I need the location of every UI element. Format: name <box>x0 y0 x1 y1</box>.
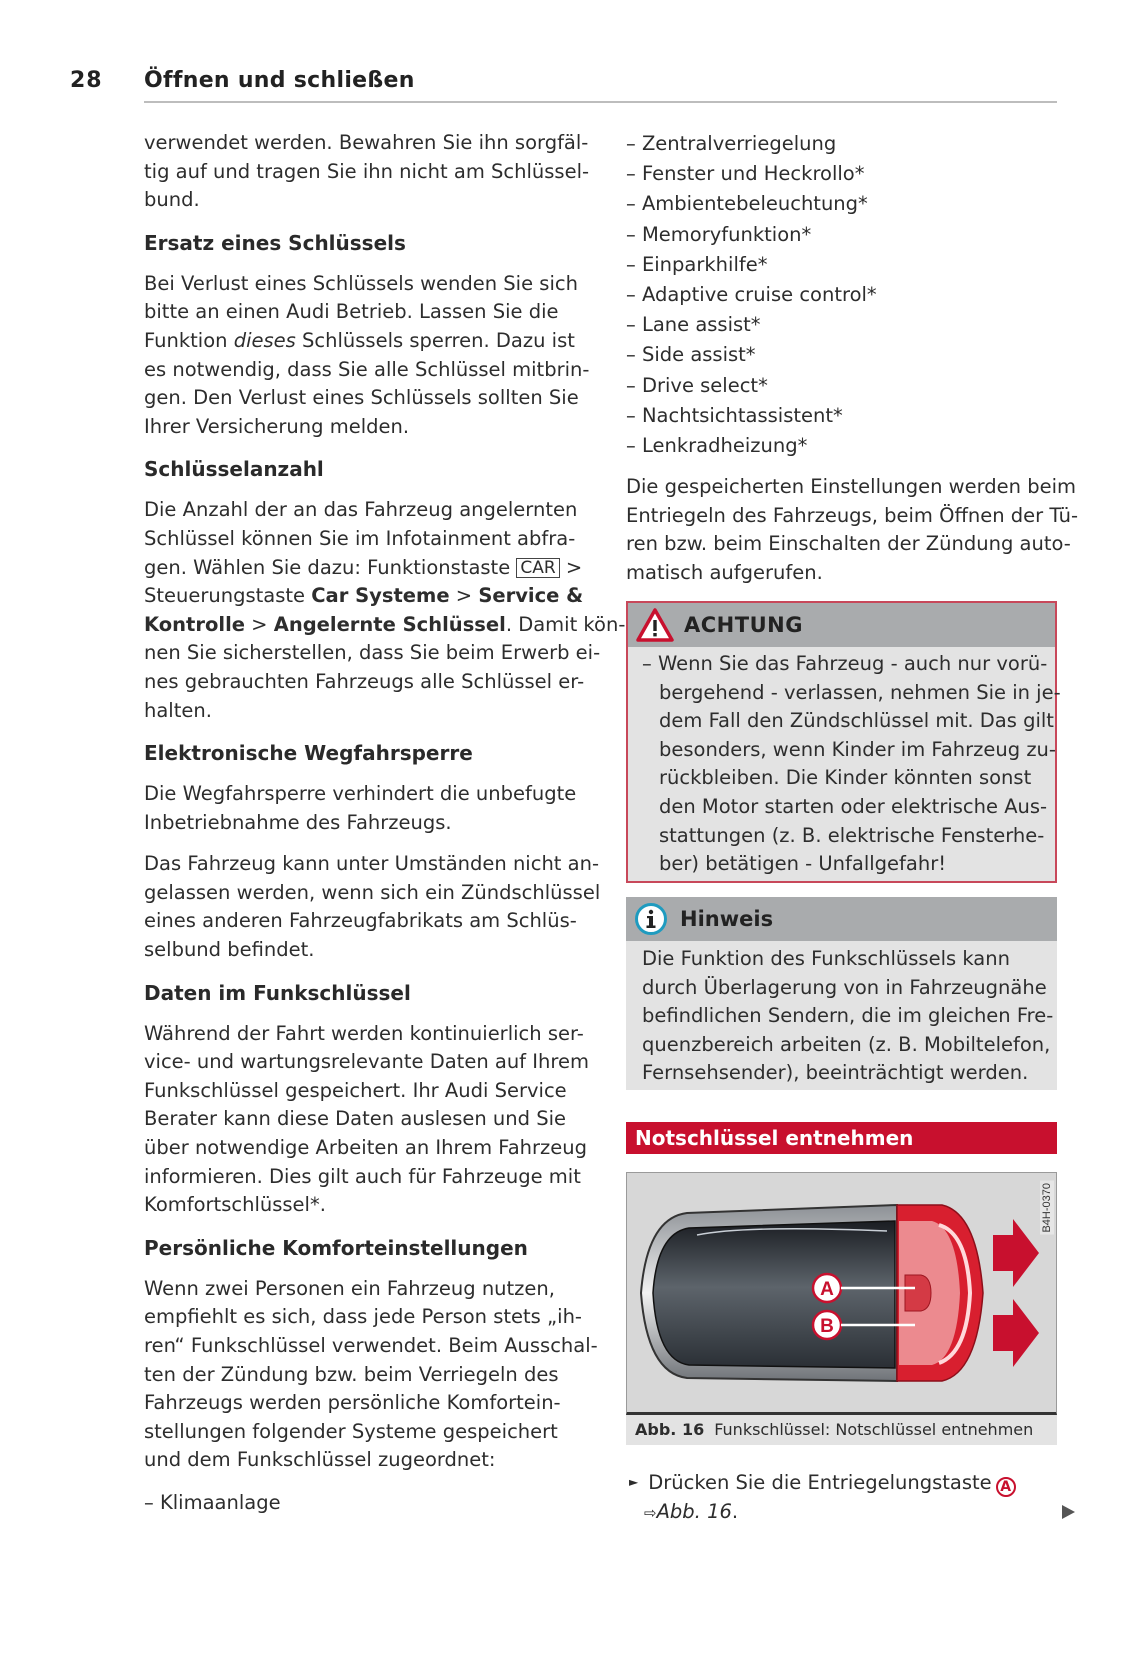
warning-triangle-icon <box>636 608 674 642</box>
text-line: bund. <box>144 188 200 212</box>
warning-text <box>628 647 1061 879</box>
text-line: selbund befindet. <box>144 938 315 962</box>
note-text <box>626 941 1057 1088</box>
text-line: Inbetriebnahme des Fahrzeugs. <box>144 810 452 834</box>
text-line: Die Anzahl der an das Fahrzeug angelernten <box>144 498 578 522</box>
text-line: gen. Den Verlust eines Schlüssels sollten Sie <box>144 386 579 410</box>
warning-header <box>628 603 1055 647</box>
heading-wegfahrsperre: Elektronische Wegfahrsperre <box>144 741 473 766</box>
text-line: eines anderen Fahrzeugfabrikats am Schlüs- <box>144 909 577 933</box>
direction-arrow-icon <box>993 1299 1039 1367</box>
page-number: 28 <box>70 68 103 93</box>
text-line: Während der Fahrt werden kontinuierlich ser- <box>144 1021 584 1045</box>
text-line: Berater kann diese Daten auslesen und Sie <box>144 1107 567 1131</box>
list-item: – Lenkradheizung* <box>626 434 808 458</box>
text-span: . Damit kön- <box>505 612 626 636</box>
text-line: durch Überlagerung von in Fahrzeugnähe <box>642 975 1047 999</box>
continue-arrow-icon <box>1062 1505 1075 1519</box>
label-a: A <box>820 1279 834 1300</box>
text-line <box>144 582 584 611</box>
wegfahrsperre-paragraph-2 <box>144 850 601 964</box>
text-line: Komfortschlüssel*. <box>144 1193 326 1217</box>
heading-komfort: Persönliche Komforteinstellungen <box>144 1235 528 1260</box>
menu-path-kontrolle: Kontrolle <box>144 612 245 636</box>
note-title: Hinweis <box>680 907 774 931</box>
text-line: Die Funktion des Funkschlüssels kann <box>642 947 1010 970</box>
figure-caption <box>626 1415 1057 1445</box>
text-line: – Wenn Sie das Fahrzeug - auch nur vorü- <box>642 652 1048 675</box>
text-line: gelassen werden, wenn sich ein Zündschlüssel <box>144 880 601 904</box>
systems-list <box>626 129 1058 461</box>
section-heading-notschluessel: Notschlüssel entnehmen <box>626 1122 1057 1154</box>
text-line: nen Sie sicherstellen, dass Sie beim Erwerb ei- <box>144 641 601 665</box>
text-line: Funkschlüssel gespeichert. Ihr Audi Service <box>144 1078 567 1102</box>
header-divider <box>144 101 1057 103</box>
figure-reference-link[interactable]: Abb. 16 <box>656 1499 732 1523</box>
left-column <box>144 129 626 1518</box>
emphasis: dieses <box>233 328 296 352</box>
intro-paragraph <box>144 129 590 215</box>
text-span: . <box>731 1499 739 1523</box>
text-line: und dem Funkschlüssel zugeordnet: <box>144 1448 496 1472</box>
heading-ersatz: Ersatz eines Schlüssels <box>144 230 406 255</box>
menu-path-service: Service & <box>478 584 584 608</box>
text-span: Schlüssels sperren. Dazu ist <box>295 328 575 352</box>
text-span: gen. Wählen Sie dazu: Funktionstaste <box>144 555 517 579</box>
direction-arrow-icon <box>993 1219 1039 1287</box>
anzahl-paragraph <box>144 496 626 725</box>
text-line: stattungen (z. B. elektrische Fensterhe- <box>659 823 1045 847</box>
text-line: bitte an einen Audi Betrieb. Lassen Sie die <box>144 300 559 324</box>
text-line: Die Wegfahrsperre verhindert die unbefugte <box>144 782 577 806</box>
text-line <box>144 611 626 640</box>
note-header <box>626 897 1057 941</box>
text-line <box>144 554 584 583</box>
car-key-label: CAR <box>516 558 559 578</box>
text-line: über notwendige Arbeiten an Ihrem Fahrzeug <box>144 1136 588 1160</box>
figure-number: Abb. 16 <box>635 1420 705 1439</box>
text-line: rückbleiben. Die Kinder könnten sonst <box>659 766 1032 790</box>
marker-a: A <box>996 1477 1016 1497</box>
label-b: B <box>820 1316 834 1337</box>
text-line: stellungen folgender Systeme gespeichert <box>144 1419 558 1443</box>
recall-paragraph <box>626 473 1079 587</box>
text-line: befindlichen Sendern, die im gleichen Fre- <box>642 1004 1054 1028</box>
list-item: – Ambientebeleuchtung* <box>626 192 868 216</box>
text-line: verwendet werden. Bewahren Sie ihn sorgfäl- <box>144 131 589 154</box>
list-item: – Side assist* <box>626 343 756 367</box>
list-item: – Lane assist* <box>626 313 761 337</box>
text-line: halten. <box>144 698 212 722</box>
text-line <box>144 327 584 356</box>
text-line: Wenn zwei Personen ein Fahrzeug nutzen, <box>144 1276 555 1300</box>
text-line: Die gespeicherten Einstellungen werden beim <box>626 475 1076 499</box>
figure-caption-text: Funkschlüssel: Notschlüssel entnehmen <box>714 1420 1034 1439</box>
list-item: – Fenster und Heckrollo* <box>626 162 865 186</box>
instruction-step <box>629 1468 1016 1527</box>
text-line: informieren. Dies gilt auch für Fahrzeuge mit <box>144 1164 581 1188</box>
text-line: ren bzw. beim Einschalten der Zündung auto- <box>626 532 1071 556</box>
heading-schluesselanzahl: Schlüsselanzahl <box>144 457 324 482</box>
text-span: Funktion <box>144 328 234 352</box>
note-box <box>626 897 1057 1090</box>
menu-path-angelernte: Angelernte Schlüssel <box>273 612 506 636</box>
text-line: ber) betätigen - Unfallgefahr! <box>659 852 947 876</box>
list-item: – Drive select* <box>626 373 768 397</box>
warning-box <box>626 601 1061 883</box>
text-line: Schlüssel können Sie im Infotainment abfra- <box>144 526 576 550</box>
list-item: – Zentralverriegelung <box>626 132 837 155</box>
warning-title: ACHTUNG <box>684 613 803 637</box>
text-line: vice- und wartungsrelevante Daten auf Ihrem <box>144 1050 589 1074</box>
separator: > <box>449 584 479 608</box>
text-line: Bei Verlust eines Schlüssels wenden Sie sich <box>144 271 578 295</box>
komfort-paragraph <box>144 1275 598 1475</box>
step-text: Drücken Sie die Entriegelungstaste <box>648 1471 992 1494</box>
text-span: > <box>559 555 583 579</box>
right-column <box>626 129 1079 588</box>
text-line: besonders, wenn Kinder im Fahrzeug zu- <box>659 737 1056 761</box>
key-figure <box>626 1172 1057 1415</box>
text-line: empfiehlt es sich, dass jede Person stets „ih- <box>144 1305 582 1329</box>
text-line: ten der Zündung bzw. beim Verriegeln des <box>144 1362 559 1386</box>
text-line: matisch aufgerufen. <box>626 561 823 585</box>
text-line: tig auf und tragen Sie ihn nicht am Schlüssel- <box>144 159 590 183</box>
step-bullet-icon: ► <box>629 1475 639 1489</box>
text-line: Das Fahrzeug kann unter Umständen nicht an- <box>144 852 599 876</box>
text-line: Ihrer Versicherung melden. <box>144 414 410 438</box>
text-line: Fernsehsender), beeinträchtigt werden. <box>642 1061 1029 1085</box>
list-item: – Einparkhilfe* <box>626 252 768 276</box>
text-line: Fahrzeugs werden persönliche Komfortein- <box>144 1391 561 1415</box>
text-line: ren“ Funkschlüssel verwendet. Beim Ausschal- <box>144 1334 598 1357</box>
separator: > <box>244 612 274 636</box>
text-line: quenzbereich arbeiten (z. B. Mobiltelefon, <box>642 1032 1051 1056</box>
figure-code: B4H-0370 <box>1041 1183 1053 1233</box>
info-circle-icon <box>634 902 668 936</box>
text-line: es notwendig, dass Sie alle Schlüssel mitbrin- <box>144 357 590 381</box>
list-item: – Nachtsichtassistent* <box>626 403 843 427</box>
text-line: dem Fall den Zündschlüssel mit. Das gilt <box>659 709 1054 733</box>
text-line: nes gebrauchten Fahrzeugs alle Schlüssel er- <box>144 669 585 693</box>
daten-paragraph <box>144 1020 589 1220</box>
heading-daten: Daten im Funkschlüssel <box>144 980 411 1005</box>
remote-key-illustration <box>627 1173 1057 1413</box>
wegfahrsperre-paragraph-1 <box>144 780 584 837</box>
chapter-title: Öffnen und schließen <box>144 68 415 93</box>
text-line: den Motor starten oder elektrische Aus- <box>659 794 1048 818</box>
ersatz-paragraph <box>144 270 590 442</box>
reference-arrow-icon: ⇨ <box>644 1503 657 1522</box>
list-item: – Adaptive cruise control* <box>626 283 877 307</box>
menu-path-car-systeme: Car Systeme <box>311 584 450 608</box>
list-item: – Klimaanlage <box>144 1490 281 1514</box>
text-span: Steuerungstaste <box>144 584 312 608</box>
text-line: bergehend - verlassen, nehmen Sie in je- <box>659 680 1061 704</box>
list-item: – Memoryfunktion* <box>626 222 812 246</box>
text-line: Entriegeln des Fahrzeugs, beim Öffnen der Tü- <box>626 503 1079 527</box>
